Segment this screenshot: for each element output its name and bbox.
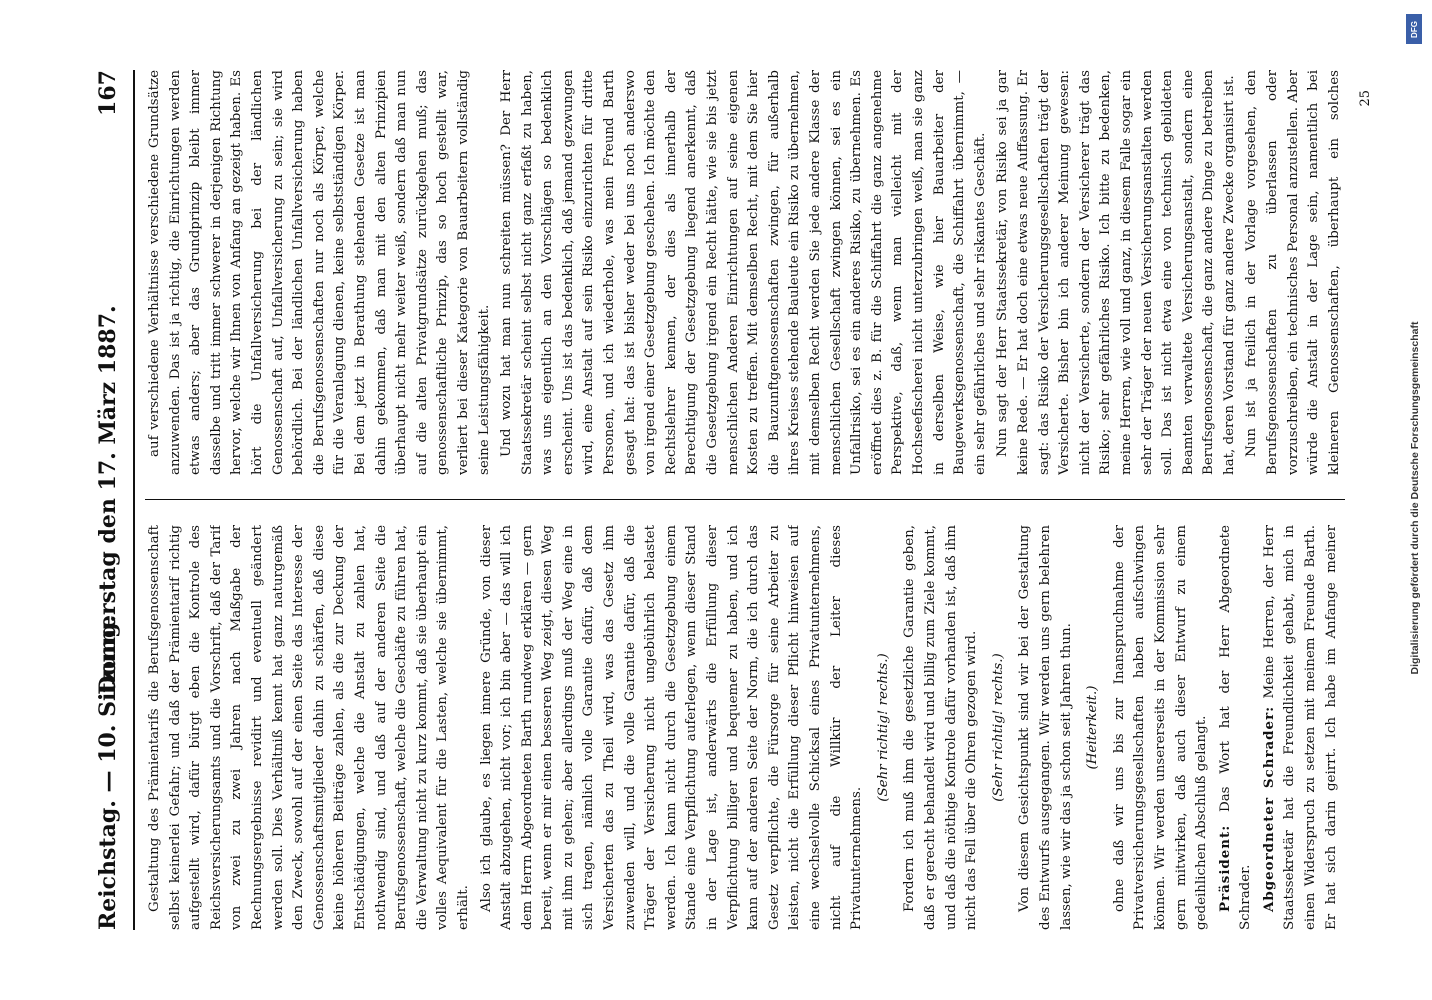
paragraph: ohne daß wir uns bis zur Inanspruchnahme der Privatversicherungsgesellschaften haben aufschwingen können. Wir werden unsererseits in der Kommission sehr gern mitwirken, daß auch dieser Entwurf zu einem gedeihlichen Abschluß gelangt. [1111, 525, 1210, 930]
speaker-label: Abgeordneter Schrader: [1260, 705, 1277, 912]
page-header [95, 70, 129, 930]
interjection: (Sehr richtig! rechts.) [990, 653, 1006, 802]
paragraph: Gestaltung des Prämientarifs die Berufsgenossenschaft selbst keinerlei Gefahr; und daß der Prämientarif richtig aufgestellt wird, dafür bürgt eben die Kontrole des Reichsversicherungsamts und die Vorschrift, daß der Tarif von zwei zu zwei Jahren nach Maßgabe der Rechnungsergebnisse revidirt und eventuell geändert werden soll. Dies Verhältniß kennt hat ganz naturgemäß den Zweck, sowohl auf der einen Seite das Interesse der Genossenschaftsmitglieder dahin zu schärfen, daß diese keine höheren Beiträge zahlen, als die zur Deckung der Entschädigungen, welche die Anstalt zu zahlen hat, nothwendig sind, und daß auf der anderen Seite die Berufsgenossenschaft, welche die Geschäfte zu führen hat, die Verwaltung nicht zu kurz kommt, daß sie überhaupt ein volles Aequivalent für die Lasten, welche sie übernimmt, erhält. [147, 525, 471, 930]
header-rule [133, 70, 135, 930]
left-column [145, 525, 1345, 930]
sheet-signature: 25 [1358, 90, 1373, 107]
paragraph: Nun sagt der Herr Staatssekretär, von Risiko sei ja gar keine Rede. — Er hat doch eine etwas neue Auffassung. Er sagt: das Risiko der Versicherungsgesellschaften trägt der Versicherte. Bisher bin ich anderer Meinung gewesen: nicht der Versicherte, sondern der Versicherer trägt das Risiko; sehr gefährliches Risiko. Ich bitte zu bedenken, meine Herren, wie voll und ganz, in diesem Falle sogar ein sehr der Träger der neuen Versicherungsanstalten werden soll. Das ist nicht etwa eine von technisch gebildeten Beamten verwaltete Versicherungsanstalt, sondern eine Berufsgenossenschaft, die ganz andere Dinge zu betreiben hat, deren Vorstand für ganz andere Zwecke organisirt ist. [995, 70, 1237, 475]
digitization-note: Digitalisierung gefördert durch die Deutsche Forschungsgemeinschaft [1409, 321, 1421, 675]
paragraph: Nun ist ja freilich in der Vorlage vorgesehen, den Berufsgenossenschaften zu überlassen oder vorzuschreiben, ein technisches Personal anzustellen. Aber würde die Anstalt in der Lage sein, namentlich bei kleineren Genossenschaften, überhaupt ein solches [1244, 70, 1342, 475]
paragraph: Von diesem Gesichtspunkt sind wir bei der Gestaltung des Entwurfs ausgegangen. Wir werden uns gern belehren lassen, wie wir das ja schon seit Jahren thun. [1017, 525, 1074, 930]
paragraph: Und wozu hat man nun schreiten müssen? Der Herr Staatssekretär scheint selbst nicht ganz erfaßt zu haben, was uns eigentlich an den Vorschlägen so bedenklich erscheint. Uns ist das bedenklich, daß jemand gezwungen wird, eine Anstalt auf sein Risiko einzurichten für dritte Personen, und ich wiederhole, was mein Freund Barth gesagt hat: das ist bisher weder bei uns noch anderswo von irgend einer Gesetzgebung geschehen. Ich möchte den Rechtslehrer kennen, der dies als innerhalb der Berechtigung der Gesetzgebung liegend anerkennt, daß die Gesetzgebung irgend ein Recht hätte, wie sie bis jetzt menschlichen Anderen Einrichtungen auf seine eigenen Kosten zu treffen. Mit demselben Recht, mit dem Sie hier die Bauzunftgenossenschaften zwingen, für außerhalb ihres Kreises stehende Bauleute ein Risiko zu übernehmen, mit demselben Recht werden Sie jede andere Klasse der menschlichen Gesellschaft zwingen können, sei es ein Unfallrisiko, sei es ein anderes Risiko, zu übernehmen. Es eröffnet dies z. B. für die Schiffahrt die ganz angenehme Perspektive, daß, wenn man vielleicht mit der Hochseefischerei nicht unterzubringen weiß, man sie ganz in derselben Weise, wie hier Bauarbeiter der Baugewerksgenossenschaft, die Schiffahrt übernimmt, — ein sehr gefährliches und sehr riskantes Geschäft. [499, 70, 988, 475]
column-divider [145, 499, 1345, 500]
dfg-logo [1406, 14, 1422, 44]
president-label: Präsident: [1216, 824, 1233, 912]
header-date: Donnerstag den 17. März 1887. [95, 305, 121, 695]
president-paragraph [1215, 525, 1257, 930]
scanned-page [65, 30, 1395, 970]
text-columns [145, 70, 1345, 930]
digitization-footer [1402, 6, 1428, 994]
paragraph: auf verschiedene Verhältnisse verschiedene Grundsätze anzuwenden. Das ist ja richtig, die Einrichtungen werden etwas anders; aber das Grundprinzip bleibt immer dasselbe und tritt immer schwerer in derjenigen Richtung hervor, welche wir Ihnen von Anfang an gezeigt haben. Es hört die Unfallversicherung bei der ländlichen Genossenschaft auf, Unfallversicherung zu sein; sie wird behördlich. Bei der ländlichen Unfallversicherung haben die Berufsgenossenschaften nur noch als Körper, welche für die Veranlagung dienen, keine selbstständigen Körper. Bei dem jetzt in Berathung stehenden Gesetze ist man dahin gekommen, daß man mit den alten Prinzipien überhaupt nicht mehr weiter weiß, sondern daß man nun auf die alten Privatgrundsätze zurückgehen muß; das genossenschaftliche Prinzip, das so hoch gestellt war, verliert bei dieser Kategorie von Bauarbeitern vollständig seine Leistungsfähigkeit. [147, 70, 492, 475]
paragraph: Fordern ich muß ihm die gesetzliche Garantie geben, daß er gerecht behandelt wird und billig zum Ziele kommt, und daß die nöthige Kontrole dafür vorhanden ist, daß ihm nicht das Fell über die Ohren gezogen wird. [902, 525, 980, 930]
header-session: Reichstag. — 10. Sitzung. [95, 614, 121, 930]
interjection: (Sehr richtig! rechts.) [875, 653, 891, 802]
interjection: (Heiterkeit.) [1085, 685, 1101, 770]
speaker-paragraph [1259, 525, 1345, 930]
right-column [145, 70, 1345, 475]
president-text: Das Wort hat der Herr Abgeordnete Schrader. [1217, 525, 1254, 930]
paragraph: Also ich glaube, es liegen innere Gründe, von dieser Anstalt abzugehen, nicht vor; ich bin aber — das will ich dem Herrn Abgeordneten Barth rundweg erklären — gern bereit, wenn er mir einen besseren Weg zeigt, diesen Weg mit ihm zu gehen; aber allerdings muß der Weg eine in sich tragen, nämlich volle Garantie dafür, daß dem Versicherten das zu Theil wird, was das Gesetz ihm zuwenden will, und die volle Garantie dafür, daß die Träger der Versicherung nicht ungebührlich belastet werden. Ich kann nicht durch die Gesetzgebung einem Stande eine Verpflichtung auferlegen, wenn dieser Stand in der Lage ist, anderwärts die Erfüllung dieser Verpflichtung billiger und bequemer zu haben, und ich kann auf der anderen Seite der Norm, die ich durch das Gesetz verpflichte, die Fürsorge für seine Arbeiter zu leisten, nicht die Erfüllung dieser Pflicht hinweisen auf eine wechselvolle Schicksal eines Privatunternehmens, nicht auf die Willkür der Leiter dieses Privatunternehmens. [478, 525, 865, 930]
page-number: 167 [95, 70, 121, 116]
dfg-logo-text: DFG [1409, 20, 1419, 38]
speaker-text: Meine Herren, der Herr Staatssekretär hat die Freundlichkeit gehabt, mich in einen Widerspruch zu setzen mit meinem Freunde Barth. Er hat sich darin geirrt. Ich habe im Anfange meiner [1261, 525, 1339, 930]
